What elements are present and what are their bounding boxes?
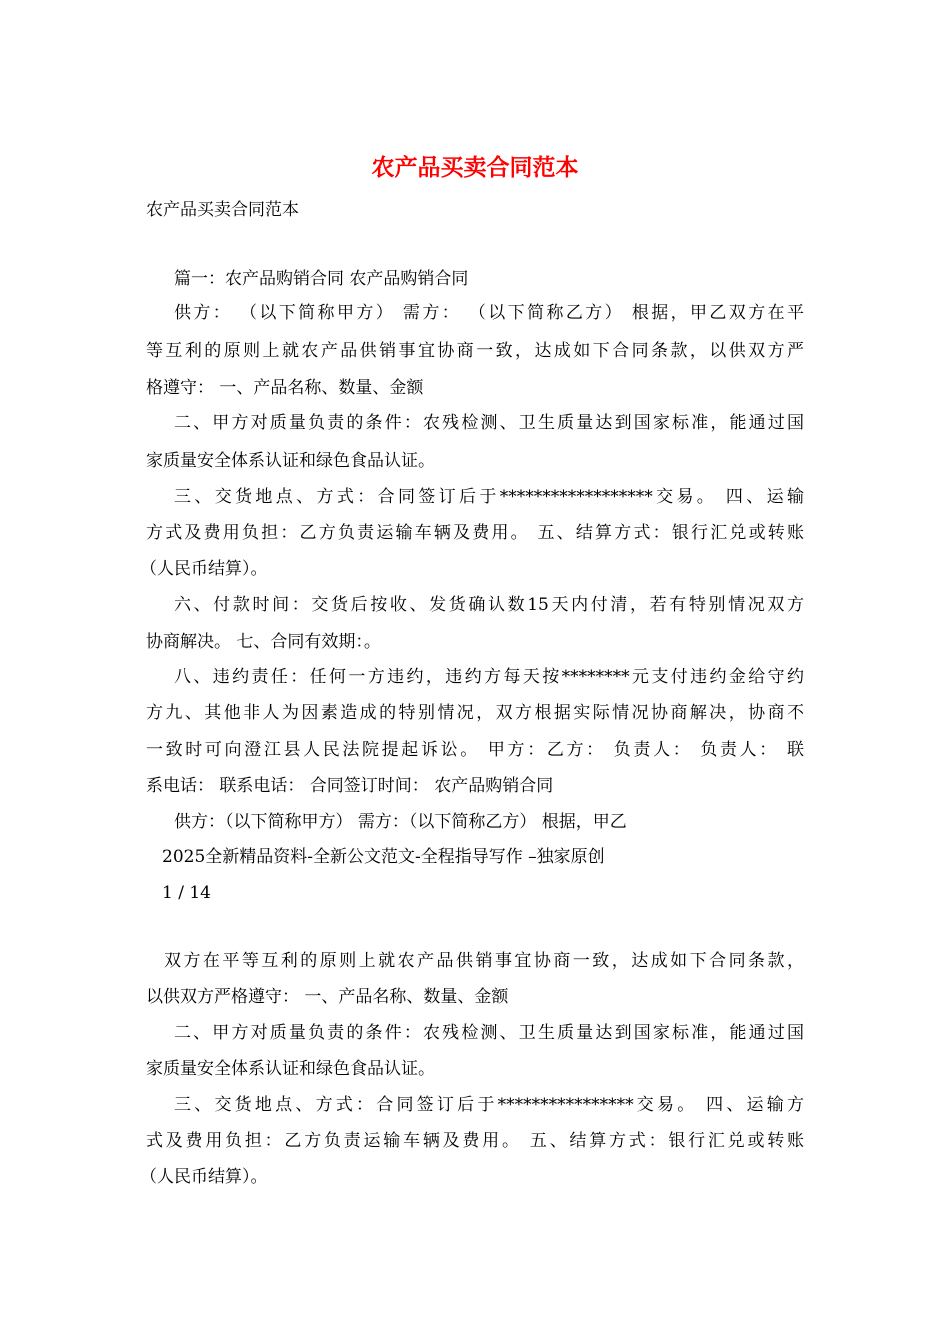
chapter-heading: 篇一：农产品购销合同 农产品购销合同 [174, 269, 469, 289]
page-footer: 2025全新精品资料-全新公文范文-全程指导写作 –独家原创 [162, 847, 605, 867]
paragraph-line: 等互利的原则上就农产品供销事宜协商一致，达成如下合同条款，以供双方严 [146, 341, 804, 361]
paragraph-line: 三、交货地点、方式：合同签订后于******************交易。 四、运输 [174, 487, 804, 507]
paragraph-line: （人民币结算）。 [140, 1167, 268, 1187]
paragraph-line: 式及费用负担：乙方负责运输车辆及费用。 五、结算方式：银行汇兑或转账 [146, 1131, 804, 1151]
page-number: 1 / 14 [162, 883, 211, 903]
paragraph-line: 供方： （以下简称甲方） 需方： （以下简称乙方） 根据，甲乙双方在平 [174, 303, 804, 323]
paragraph-line: 方九、其他非人为因素造成的特别情况，双方根据实际情况协商解决，协商不 [146, 703, 804, 723]
paragraph-line: （人民币结算）。 [140, 559, 268, 579]
paragraph-line: 家质量安全体系认证和绿色食品认证。 [146, 1059, 435, 1079]
paragraph-line: 家质量安全体系认证和绿色食品认证。 [146, 451, 435, 471]
paragraph-line: 协商解决。 七、合同有效期：。 [146, 632, 381, 652]
document-title: 农产品买卖合同范本 [371, 154, 579, 181]
paragraph-line: 二、甲方对质量负责的条件：农残检测、卫生质量达到国家标准，能通过国 [174, 413, 804, 433]
paragraph-line: 六、付款时间：交货后按收、发货确认数15天内付清，若有特别情况双方 [174, 595, 804, 615]
paragraph-line: 一致时可向澄江县人民法院提起诉讼。 甲方：乙方： 负责人： 负责人： 联 [146, 740, 804, 760]
paragraph-line: 方式及费用负担：乙方负责运输车辆及费用。 五、结算方式：银行汇兑或转账 [146, 523, 804, 543]
document-subtitle: 农产品买卖合同范本 [146, 200, 299, 220]
paragraph-line: 八、违约责任：任何一方违约，违约方每天按********元支付违约金给守约 [174, 667, 804, 687]
paragraph-line: 格遵守： 一、产品名称、数量、金额 [146, 378, 424, 398]
paragraph-line: 三、交货地点、方式：合同签订后于****************交易。 四、运输方 [174, 1095, 804, 1115]
paragraph-line: 供方：（以下简称甲方） 需方：（以下简称乙方） 根据，甲乙 [174, 812, 627, 832]
paragraph-line: 系电话： 联系电话： 合同签订时间： 农产品购销合同 [146, 776, 554, 796]
paragraph-line: 双方在平等互利的原则上就农产品供销事宜协商一致，达成如下合同条款， [164, 951, 804, 971]
paragraph-line: 以供双方严格遵守： 一、产品名称、数量、金额 [146, 987, 509, 1007]
paragraph-line: 二、甲方对质量负责的条件：农残检测、卫生质量达到国家标准，能通过国 [174, 1023, 804, 1043]
